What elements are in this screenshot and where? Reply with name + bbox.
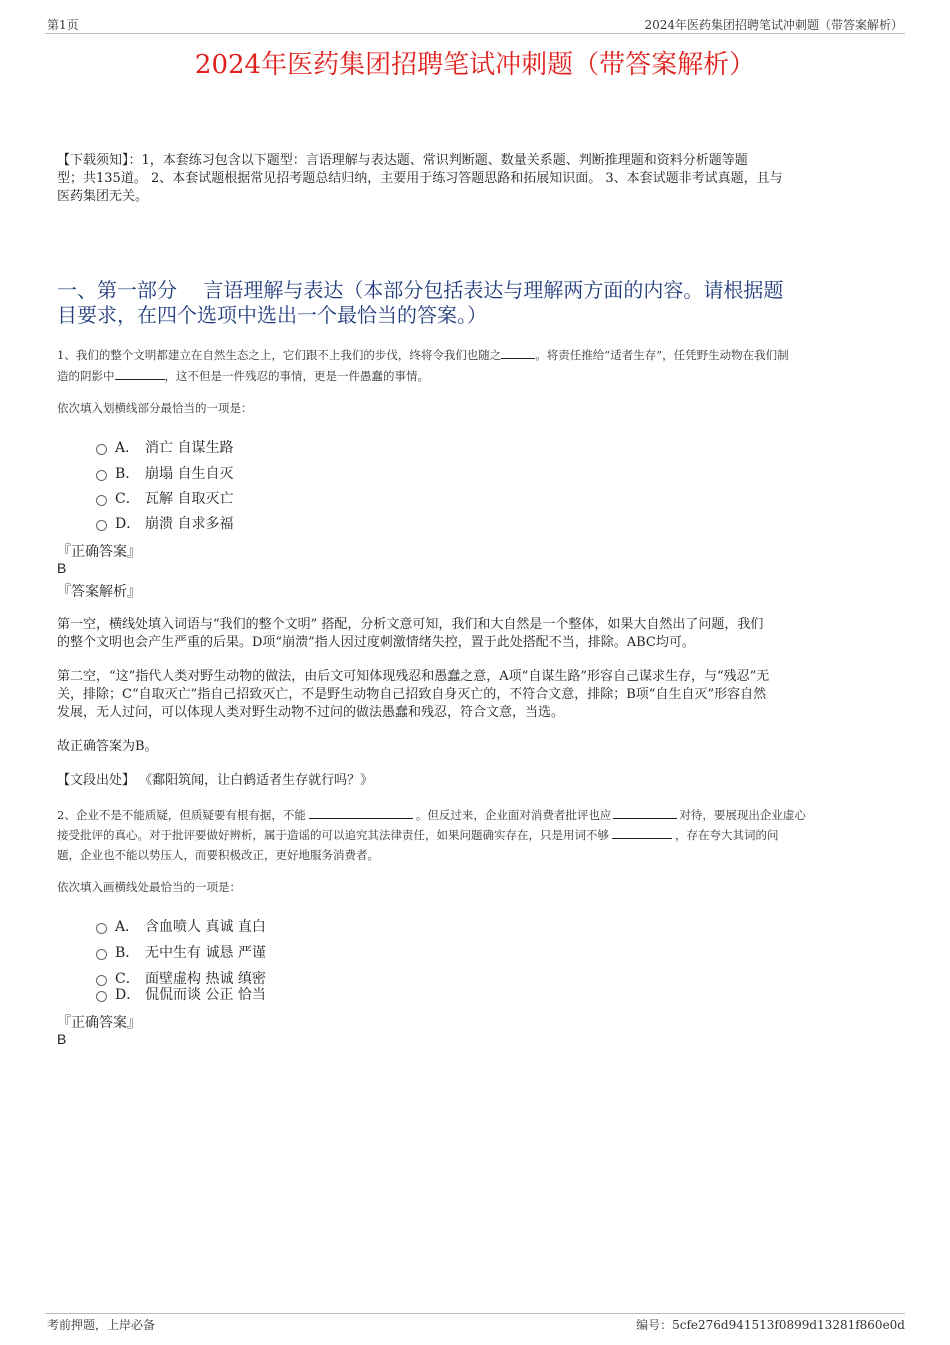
q2-stem-line-2 (57, 825, 779, 846)
q2-option-a[interactable] (96, 916, 266, 936)
q1-stem-text-1b: 。将责任推给“适者生存”，任凭野生动物在我们制 (535, 348, 789, 362)
option-label: A． (115, 440, 140, 456)
q2-stem-text-1a: 2、企业不是不能质疑，但质疑要有根有据，不能 (57, 808, 306, 822)
footer-doc-id: 编号：5cfe276d941513f0899d13281f860e0d (636, 1318, 905, 1332)
radio-icon[interactable] (96, 991, 107, 1002)
q2-blank-2 (613, 818, 677, 819)
option-label: C． (115, 971, 140, 987)
q1-answer-label: 『正确答案』 (57, 544, 141, 560)
q1-option-a[interactable] (96, 437, 233, 457)
radio-icon[interactable] (96, 923, 107, 934)
page-number: 第1页 (47, 18, 79, 32)
option-label: D． (115, 987, 141, 1003)
option-text: 消亡 自谋生路 (145, 440, 234, 456)
q1-stem-line-2 (57, 366, 429, 387)
header-doc-title: 2024年医药集团招聘笔试冲刺题（带答案解析） (644, 18, 903, 32)
option-text: 瓦解 自取灭亡 (145, 491, 234, 507)
q2-stem-text-2b: ，存在夸大其词的问 (675, 828, 779, 842)
q1-analysis-p1-line-1: 第一空，横线处填入词语与“我们的整个文明” 搭配，分析文意可知，我们和大自然是一个整体，如果大自然出了问题，我们 (57, 617, 764, 632)
radio-icon[interactable] (96, 444, 107, 455)
q1-stem-text-2a: 造的阴影中 (57, 369, 115, 383)
q2-prompt: 依次填入画横线处最恰当的一项是： (57, 880, 241, 894)
option-label: B． (115, 945, 140, 961)
option-text: 崩溃 自求多福 (145, 516, 234, 532)
q2-stem-text-1c: 对待，要展现出企业虚心 (679, 808, 806, 822)
option-text: 无中生有 诚恳 严谨 (145, 945, 266, 961)
q2-option-d[interactable] (96, 984, 266, 1004)
q2-answer: B (57, 1031, 67, 1047)
q1-analysis-p2-line-3: 发展，无人过问，可以体现人类对野生动物不过问的做法愚蠢和残忍，符合文意，当选。 (57, 705, 565, 720)
option-text: 面壁虚构 热诚 缜密 (145, 971, 266, 987)
q1-option-b[interactable] (96, 463, 233, 483)
q1-conclusion: 故正确答案为B。 (57, 739, 158, 754)
q1-stem-text-1a: 1、我们的整个文明都建立在自然生态之上，它们跟不上我们的步伐，终将令我们也随之 (57, 348, 502, 362)
notice-line-3: 医药集团无关。 (57, 189, 149, 204)
option-text: 含血喷人 真诚 直白 (145, 919, 266, 935)
page-title: 2024年医药集团招聘笔试冲刺题（带答案解析） (194, 50, 756, 80)
section-heading-line-1: 一、第一部分 言语理解与表达（本部分包括表达与理解两方面的内容。请根据题 (57, 278, 784, 302)
q1-analysis-label: 『答案解析』 (57, 584, 141, 600)
radio-icon[interactable] (96, 949, 107, 960)
q1-option-d[interactable] (96, 513, 233, 533)
q1-answer: B (57, 560, 67, 576)
q1-option-c[interactable] (96, 488, 233, 508)
radio-icon[interactable] (96, 470, 107, 481)
option-text: 崩塌 自生自灭 (145, 466, 234, 482)
section-heading-line-2: 目要求，在四个选项中选出一个最恰当的答案。） (57, 303, 487, 327)
q2-stem-text-2a: 接受批评的真心。对于批评要做好辨析，属于造谣的可以追究其法律责任，如果问题确实存在，只是用词不够 (57, 828, 609, 842)
q2-blank-3 (612, 838, 672, 839)
q2-stem-line-1 (57, 805, 806, 826)
q2-option-b[interactable] (96, 942, 266, 962)
q1-stem-text-2b: ，这不但是一件残忍的事情，更是一件愚蠢的事情。 (164, 369, 429, 383)
radio-icon[interactable] (96, 495, 107, 506)
q1-prompt: 依次填入划横线部分最恰当的一项是： (57, 401, 253, 415)
q2-blank-1 (309, 818, 413, 819)
q1-analysis-p1-line-2: 的整个文明也会产生严重的后果。D项“崩溃”指人因过度刺激情绪失控，置于此处搭配不当，排除。ABC均可。 (57, 635, 695, 650)
q1-analysis-p2-line-2: 关，排除；C“自取灭亡”指自己招致灭亡，不是野生动物自己招致自身灭亡的，不符合文意，排除；B项“自生自灭”形容自然 (57, 687, 767, 702)
footer-slogan: 考前押题，上岸必备 (47, 1318, 156, 1332)
radio-icon[interactable] (96, 520, 107, 531)
q1-analysis-p2-line-1: 第二空，“这”指代人类对野生动物的做法，由后文可知体现残忍和愚蠢之意，A项“自谋生路”形容自己谋求生存，与“残忍”无 (57, 669, 770, 684)
option-label: C． (115, 491, 140, 507)
option-label: D． (115, 516, 141, 532)
q1-blank-2 (115, 379, 165, 380)
q2-stem-text-1b: 。但反过来，企业面对消费者批评也应 (415, 808, 612, 822)
option-text: 侃侃而谈 公正 恰当 (145, 987, 266, 1003)
option-label: B． (115, 466, 140, 482)
notice-line-1: 【下载须知】：1，本套练习包含以下题型：言语理解与表达题、常识判断题、数量关系题、判断推理题和资料分析题等题 (57, 153, 748, 168)
q2-answer-label: 『正确答案』 (57, 1015, 141, 1031)
header-divider (45, 33, 905, 34)
footer-divider (45, 1313, 905, 1314)
option-label: A． (115, 919, 140, 935)
q1-stem-line-1 (57, 345, 789, 366)
q2-stem-line-3: 题，企业也不能以势压人，而要积极改正，更好地服务消费者。 (57, 848, 379, 862)
notice-line-2: 型；共135道。 2、本套试题根据常见招考题总结归纳，主要用于练习答题思路和拓展知识面。 3、本套试题非考试真题，且与 (57, 171, 783, 186)
q1-blank-1 (501, 358, 535, 359)
q1-source: 【文段出处】 《鄱阳筑闻，让白鹤适者生存就行吗？》 (57, 773, 374, 788)
